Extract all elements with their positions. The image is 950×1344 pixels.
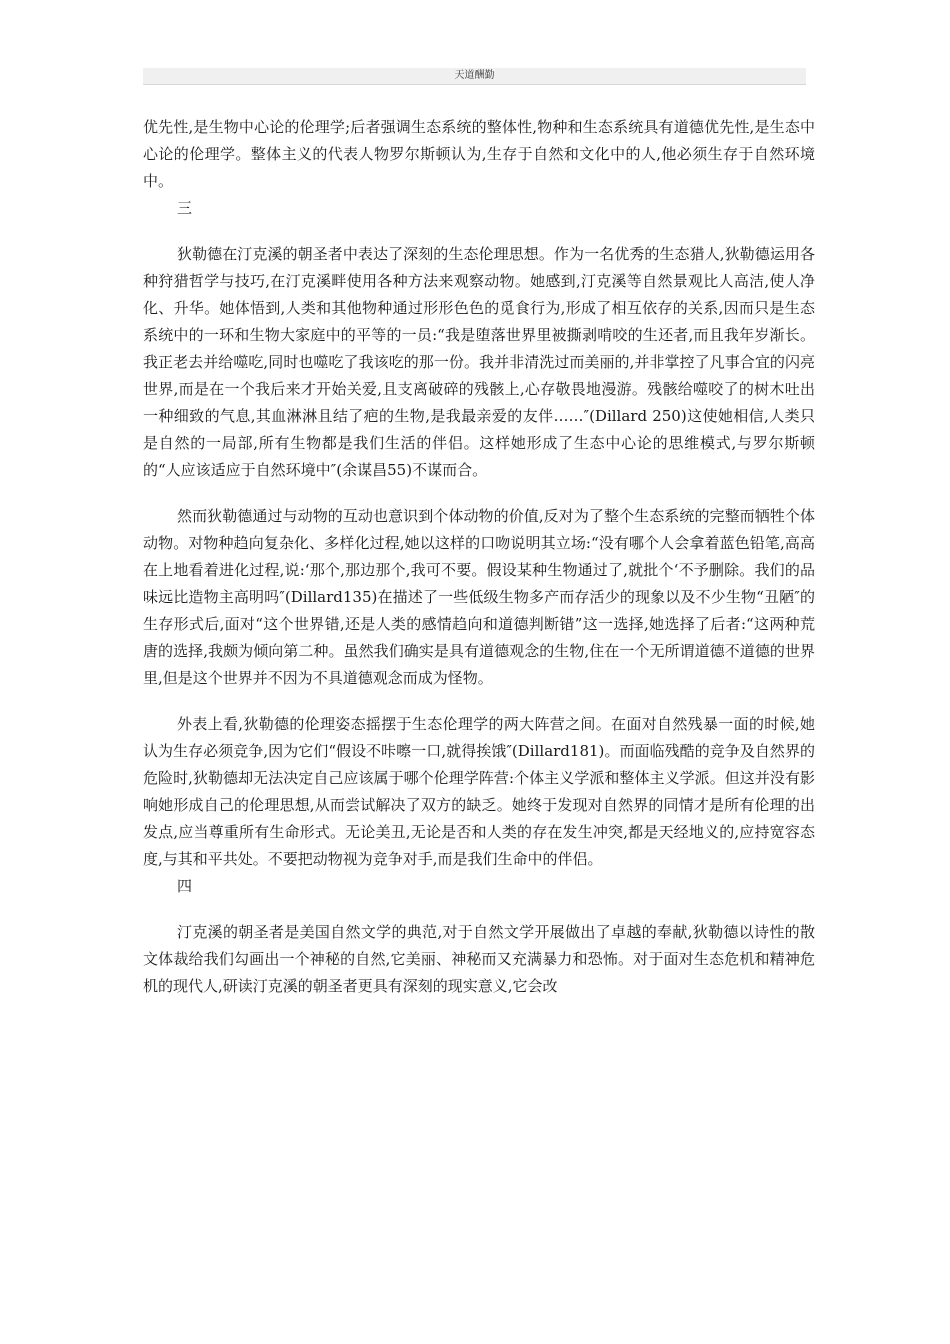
document-body <box>143 114 815 1000</box>
page-header <box>143 68 806 85</box>
paragraph-section-four-1: 汀克溪的朝圣者是美国自然文学的典范,对于自然文学开展做出了卓越的奉献,狄勒德以诗性的散文体裁给我们勾画出一个神秘的自然,它美丽、神秘而又充满暴力和恐怖。对于面对生态危机和精神危机的现代人,研读汀克溪的朝圣者更具有深刻的现实意义,它会改 <box>143 923 815 995</box>
paragraph-continuation: 优先性,是生物中心论的伦理学;后者强调生态系统的整体性,物种和生态系统具有道德优先性,是生态中心论的伦理学。整体主义的代表人物罗尔斯顿认为,生存于自然和文化中的人,他必须生存于自然环境中。 <box>143 118 815 190</box>
paragraph-section-three-3: 外表上看,狄勒德的伦理姿态摇摆于生态伦理学的两大阵营之间。在面对自然残暴一面的时候,她认为生存必须竞争,因为它们“假设不咔嚓一口,就得挨饿″(Dillard181)。而面临残酷的竞争及自然界的危险时,狄勒德却无法决定自己应该属于哪个伦理学阵营:个体主义学派和整体主义学派。但这并没有影响她形成自己的伦理思想,从而尝试解决了双方的缺乏。她终于发现对自然界的同情才是所有伦理的出发点,应当尊重所有生命形式。无论美丑,无论是否和人类的存在发生冲突,都是天经地义的,应持宽容态度,与其和平共处。不要把动物视为竞争对手,而是我们生命中的伴侣。 <box>143 715 815 868</box>
paragraph-section-three-1: 狄勒德在汀克溪的朝圣者中表达了深刻的生态伦理思想。作为一名优秀的生态猎人,狄勒德运用各种狩猎哲学与技巧,在汀克溪畔使用各种方法来观察动物。她感到,汀克溪等自然景观比人高洁,使人净化、升华。她体悟到,人类和其他物种通过形形色色的觅食行为,形成了相互依存的关系,因而只是生态系统中的一环和生物大家庭中的平等的一员:“我是堕落世界里被撕剥啃咬的生还者,而且我年岁渐长。我正老去并给噬吃,同时也噬吃了我该吃的那一份。我并非清洗过而美丽的,并非掌控了凡事合宜的闪亮世界,而是在一个我后来才开始关爱,且支离破碎的残骸上,心存敬畏地漫游。残骸给噬咬了的树木吐出一种细致的气息,其血淋淋且结了疤的生物,是我最亲爱的友伴……″(Dillard 250)这使她相信,人类只是自然的一局部,所有生物都是我们生活的伴侣。这样她形成了生态中心论的思维模式,与罗尔斯顿的“人应该适应于自然环境中″(余谋昌55)不谋而合。 <box>143 245 815 479</box>
section-heading-three: 三 <box>177 199 193 217</box>
section-heading-four: 四 <box>177 877 193 895</box>
header-title: 天道酬勤 <box>454 70 495 81</box>
paragraph-section-three-2: 然而狄勒德通过与动物的互动也意识到个体动物的价值,反对为了整个生态系统的完整而牺牲个体动物。对物种趋向复杂化、多样化过程,她以这样的口吻说明其立场:“没有哪个人会拿着蓝色铅笔,高高在上地看着进化过程,说:‘那个,那边那个,我可不要。假设某种生物通过了,就批个‘不予删除。我们的品味远比造物主高明吗″(Dillard135)在描述了一些低级生物多产而存活少的现象以及不少生物“丑陋″的生存形式后,面对“这个世界错,还是人类的感情趋向和道德判断错”这一选择,她选择了后者:“这两种荒唐的选择,我颇为倾向第二种。虽然我们确实是具有道德观念的生物,住在一个无所谓道德不道德的世界里,但是这个世界并不因为不具道德观念而成为怪物。 <box>143 507 815 687</box>
